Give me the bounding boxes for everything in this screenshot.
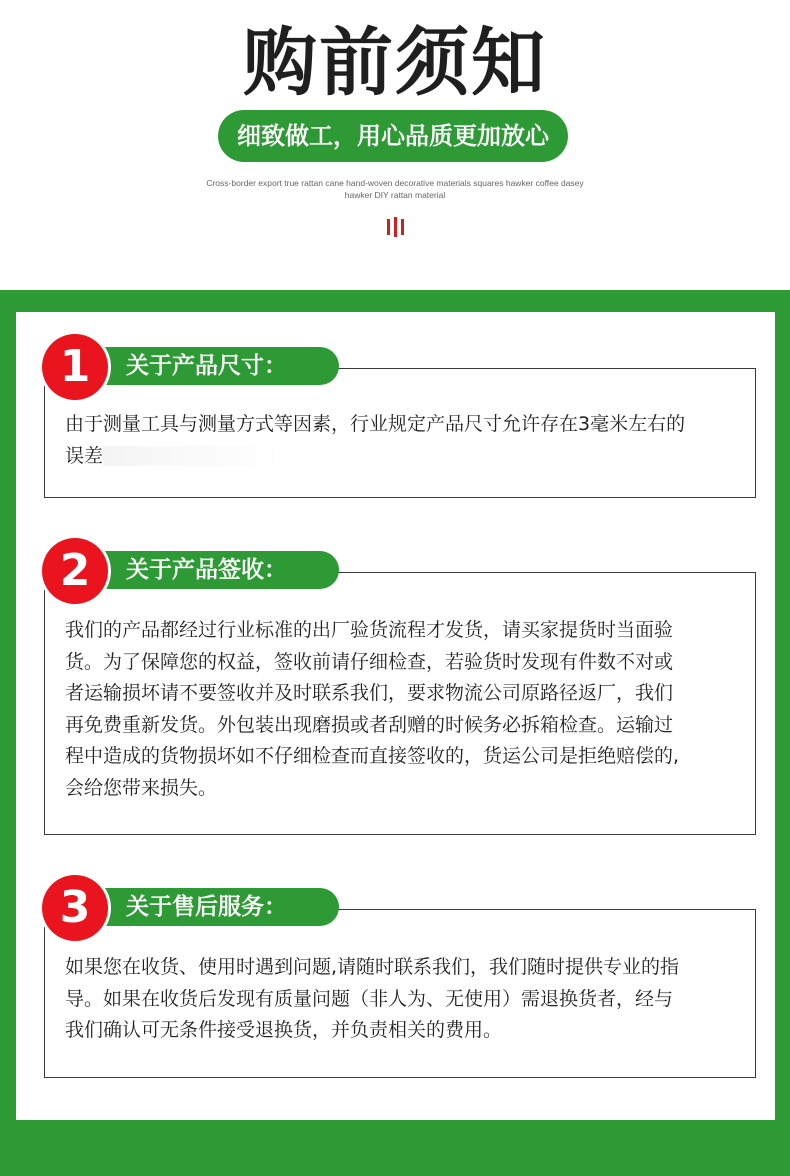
section-1-box [44, 368, 756, 498]
slogan-badge: 细致做工，用心品质更加放心 [218, 110, 568, 162]
section-2-text [65, 615, 745, 804]
section-2-line: 程中造成的货物损坏如不仔细检查而直接签收的，货运公司是拒绝赔偿的, [65, 745, 680, 767]
page-title: 购前须知 [243, 20, 547, 106]
section-3-box [44, 909, 756, 1078]
section-1-number: 1 [42, 334, 108, 400]
section-1-line: 误差 [65, 441, 745, 473]
section-3-line: 如果您在收货、使用时遇到问题,请随时联系我们，我们随时提供专业的指 [65, 956, 680, 978]
subtitle-line-2: hawker DIY rattan material [344, 190, 446, 200]
section-2-line: 我们的产品都经过行业标准的出厂验货流程才发货，请买家提货时当面验 [65, 619, 674, 641]
section-2-line: 再免费重新发货。外包装出现磨损或者刮赠的时候务必拆箱检查。运输过 [65, 713, 674, 736]
header [0, 0, 790, 290]
divider-bars-icon [386, 217, 406, 237]
section-1-line: 由于测量工具与测量方式等因素，行业规定产品尺寸允许存在3毫米左右的 [65, 413, 686, 435]
section-2-title: 关于产品签收： [104, 551, 339, 589]
section-3-line: 我们确认可无条件接受退换货，并负责相关的费用。 [65, 1019, 503, 1041]
section-1-text [65, 409, 745, 472]
section-2-number: 2 [42, 538, 108, 604]
blurred-region [103, 446, 283, 466]
section-3-number: 3 [42, 875, 108, 941]
section-2-line: 者运输损坏请不要签收并及时联系我们，要求物流公司原路径返厂，我们 [65, 682, 674, 704]
section-2-line: 货。为了保障您的权益，签收前请仔细检查，若验货时发现有件数不对或 [65, 650, 674, 673]
section-2-line: 会给您带来损失。 [65, 776, 218, 799]
section-3-title: 关于售后服务： [104, 888, 339, 926]
section-3-text [65, 952, 745, 1047]
subtitle-text [190, 177, 600, 201]
section-3-line: 导。如果在收货后发现有质量问题（非人为、无使用）需退换货者，经与 [65, 987, 674, 1010]
section-1-title: 关于产品尺寸： [104, 347, 339, 385]
subtitle-line-1: Cross-border export true rattan cane hand-woven decorative materials squares hawker coffee dasey [206, 178, 584, 188]
section-2-box [44, 572, 756, 835]
